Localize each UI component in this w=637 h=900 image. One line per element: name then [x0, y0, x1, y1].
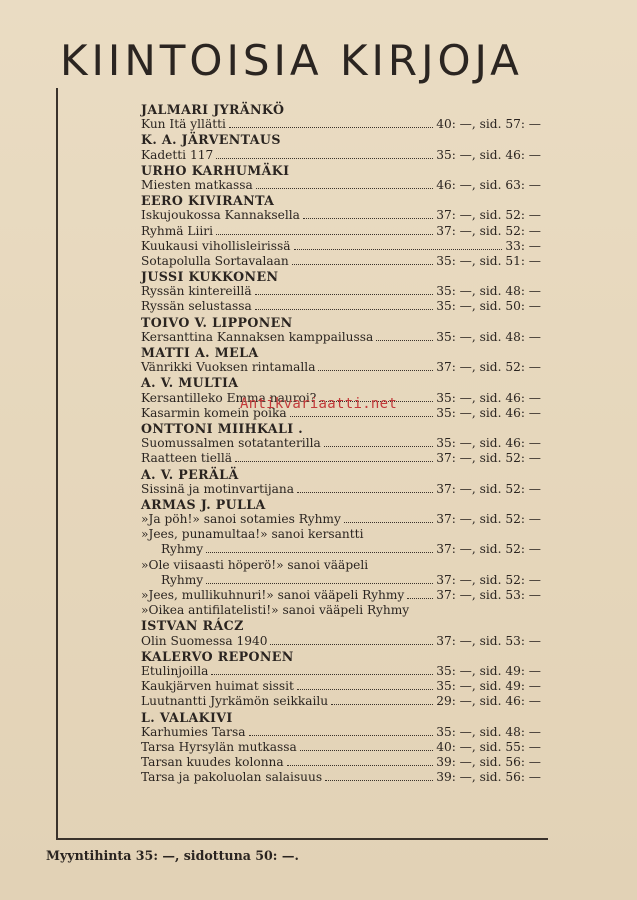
- book-title: Kuukausi vihollisleirissä: [141, 238, 291, 253]
- book-row: [141, 360, 541, 375]
- book-title: Ryssän kintereillä: [141, 284, 252, 299]
- book-row: [141, 634, 541, 649]
- dot-leader: [324, 437, 433, 447]
- book-row: [141, 299, 541, 314]
- book-title: Kasarmin komein poika: [141, 405, 287, 420]
- book-row: [141, 224, 541, 239]
- book-price: 35: —, sid. 48: —: [436, 329, 541, 344]
- dot-leader: [256, 179, 433, 189]
- author-name: ISTVAN RÁCZ: [141, 618, 244, 634]
- dot-leader: [270, 635, 433, 645]
- author-name: ARMAS J. PULLA: [141, 496, 266, 512]
- book-price: 35: —, sid. 46: —: [436, 405, 541, 420]
- dot-leader: [216, 149, 433, 159]
- book-price: 35: —, sid. 46: —: [436, 147, 541, 162]
- author-name: L. VALAKIVI: [141, 709, 233, 725]
- book-row: [141, 208, 541, 223]
- book-title: Kaukjärven huimat sissit: [141, 679, 294, 694]
- book-row: [141, 482, 541, 497]
- book-title: Ryhmä Liiri: [141, 223, 214, 238]
- book-row: [141, 527, 541, 542]
- book-price: 37: —, sid. 53: —: [436, 633, 541, 648]
- book-price: 35: —, sid. 48: —: [436, 284, 541, 299]
- book-title: »Jees, punamultaa!» sanoi kersantti: [141, 527, 364, 542]
- book-row: [141, 254, 541, 269]
- author-name: ONTTONI MIIHKALI .: [141, 420, 304, 436]
- book-price: 37: —, sid. 52: —: [436, 360, 541, 375]
- book-row: [141, 694, 541, 709]
- book-row: [141, 542, 541, 557]
- book-row: [141, 451, 541, 466]
- dot-leader: [331, 695, 433, 705]
- dot-leader: [211, 665, 433, 675]
- book-title: »Oikea antifilatelisti!» sanoi vääpeli Ryhmy: [141, 603, 410, 618]
- book-title: Suomussalmen sotatanterilla: [141, 436, 321, 451]
- book-price: 37: —, sid. 53: —: [436, 588, 541, 602]
- book-title: Ryssän selustassa: [141, 299, 252, 314]
- book-title: Ryhmy: [161, 542, 204, 557]
- dot-leader: [294, 240, 503, 250]
- book-row: [141, 573, 541, 588]
- book-title: »Jees, mullikuhnuri!» sanoi vääpeli Ryhmy: [141, 588, 405, 602]
- book-title: Tarsa Hyrsylän mutkassa: [141, 739, 297, 754]
- book-title: Olin Suomessa 1940: [141, 633, 268, 648]
- author-name: JUSSI KUKKONEN: [141, 269, 279, 285]
- dot-leader: [297, 483, 433, 493]
- book-price: 35: —, sid. 48: —: [436, 724, 541, 739]
- dot-leader: [287, 756, 434, 766]
- dot-leader: [300, 741, 433, 751]
- book-row: [141, 117, 541, 132]
- book-row: [141, 664, 541, 679]
- book-price: 37: —, sid. 52: —: [436, 542, 541, 557]
- book-price: 40: —, sid. 55: —: [436, 739, 541, 754]
- book-price: 37: —, sid. 52: —: [436, 223, 541, 238]
- author-name: MATTI A. MELA: [141, 345, 259, 360]
- book-title: Raatteen tiellä: [141, 451, 233, 466]
- author-name: KALERVO REPONEN: [141, 648, 294, 664]
- book-price: 37: —, sid. 52: —: [436, 208, 541, 223]
- book-title: Kersantilleko Emma nauroi?: [141, 390, 317, 405]
- frame-bottom-rule: [56, 838, 548, 840]
- dot-leader: [376, 331, 433, 341]
- book-price: 35: —, sid. 49: —: [436, 663, 541, 678]
- book-price: 35: —, sid. 49: —: [436, 679, 541, 694]
- book-price: 39: —, sid. 56: —: [436, 755, 541, 770]
- book-row: [141, 148, 541, 163]
- book-title: Luutnantti Jyrkämön seikkailu: [141, 694, 329, 709]
- book-price: 37: —, sid. 52: —: [436, 572, 541, 587]
- dot-leader: [297, 680, 433, 690]
- book-price: 35: —, sid. 46: —: [436, 436, 541, 451]
- book-title: Ryhmy: [161, 572, 204, 587]
- book-title: Kersanttina Kannaksen kamppailussa: [141, 329, 374, 344]
- book-row: [141, 239, 541, 254]
- book-title: Etulinjoilla: [141, 663, 209, 678]
- dot-leader: [344, 513, 433, 523]
- book-price: 40: —, sid. 57: —: [436, 117, 541, 132]
- book-row: [141, 558, 541, 573]
- dot-leader: [249, 726, 434, 736]
- book-row: [141, 512, 541, 527]
- book-title: Iskujoukossa Kannaksella: [141, 208, 300, 223]
- book-price: 37: —, sid. 52: —: [436, 481, 541, 496]
- book-row: [141, 603, 541, 618]
- book-price: 37: —, sid. 52: —: [436, 451, 541, 466]
- book-title: Karhumies Tarsa: [141, 724, 246, 739]
- book-title: »Ja pöh!» sanoi sotamies Ryhmy: [141, 512, 341, 527]
- dot-leader: [216, 225, 433, 235]
- book-row: [141, 770, 541, 785]
- book-title: Sotapolulla Sortavalaan: [141, 253, 289, 268]
- author-name: A. V. MULTIA: [141, 375, 239, 391]
- book-row: [141, 725, 541, 740]
- dot-leader: [318, 361, 433, 371]
- book-row: [141, 284, 541, 299]
- book-price: 37: —, sid. 52: —: [436, 512, 541, 527]
- author-name: A. V. PERÄLÄ: [141, 466, 239, 482]
- author-name: EERO KIVIRANTA: [141, 193, 275, 209]
- book-price: 35: —, sid. 50: —: [436, 299, 541, 314]
- author-name: URHO KARHUMÄKI: [141, 162, 290, 178]
- book-title: Miesten matkassa: [141, 177, 253, 192]
- book-title: Kadetti 117: [141, 147, 214, 162]
- watermark-text: Antikvariaatti.net: [240, 396, 398, 412]
- dot-leader: [206, 543, 433, 553]
- book-title: Tarsan kuudes kolonna: [141, 755, 284, 770]
- dot-leader: [292, 255, 433, 265]
- book-row: [141, 588, 541, 603]
- book-price: 35: —, sid. 46: —: [436, 390, 541, 405]
- dot-leader: [325, 771, 433, 781]
- author-name: JALMARI JYRÄNKÖ: [141, 102, 285, 117]
- book-row: [141, 178, 541, 193]
- book-title: »Ole viisaasti höperö!» sanoi vääpeli: [141, 557, 369, 572]
- book-title: Kun Itä yllätti: [141, 117, 226, 132]
- author-name: K. A. JÄRVENTAUS: [141, 132, 281, 148]
- page-title: KIINTOISIA KIRJOJA: [60, 36, 523, 85]
- book-title: Sissinä ja motinvartijana: [141, 481, 295, 496]
- book-row: [141, 755, 541, 770]
- book-row: [141, 740, 541, 755]
- frame-left-rule: [56, 88, 58, 840]
- book-title: Vänrikki Vuoksen rintamalla: [141, 360, 316, 375]
- author-name: TOIVO V. LIPPONEN: [141, 314, 293, 330]
- price-footer: Myyntihinta 35: —, sidottuna 50: —.: [46, 848, 299, 863]
- book-title: Tarsa ja pakoluolan salaisuus: [141, 770, 323, 785]
- dot-leader: [255, 285, 434, 295]
- book-row: [141, 679, 541, 694]
- dot-leader: [303, 209, 433, 219]
- book-row: [141, 330, 541, 345]
- dot-leader: [229, 118, 433, 128]
- book-row: [141, 436, 541, 451]
- dot-leader: [206, 574, 433, 584]
- book-price: 29: —, sid. 46: —: [436, 694, 541, 709]
- dot-leader: [235, 452, 433, 462]
- book-price: 35: —, sid. 51: —: [436, 253, 541, 268]
- dot-leader: [407, 589, 433, 599]
- book-price: 33: —: [505, 238, 541, 253]
- book-price: 46: —, sid. 63: —: [436, 177, 541, 192]
- dot-leader: [255, 300, 433, 310]
- book-price: 39: —, sid. 56: —: [436, 770, 541, 785]
- book-list: [141, 102, 541, 785]
